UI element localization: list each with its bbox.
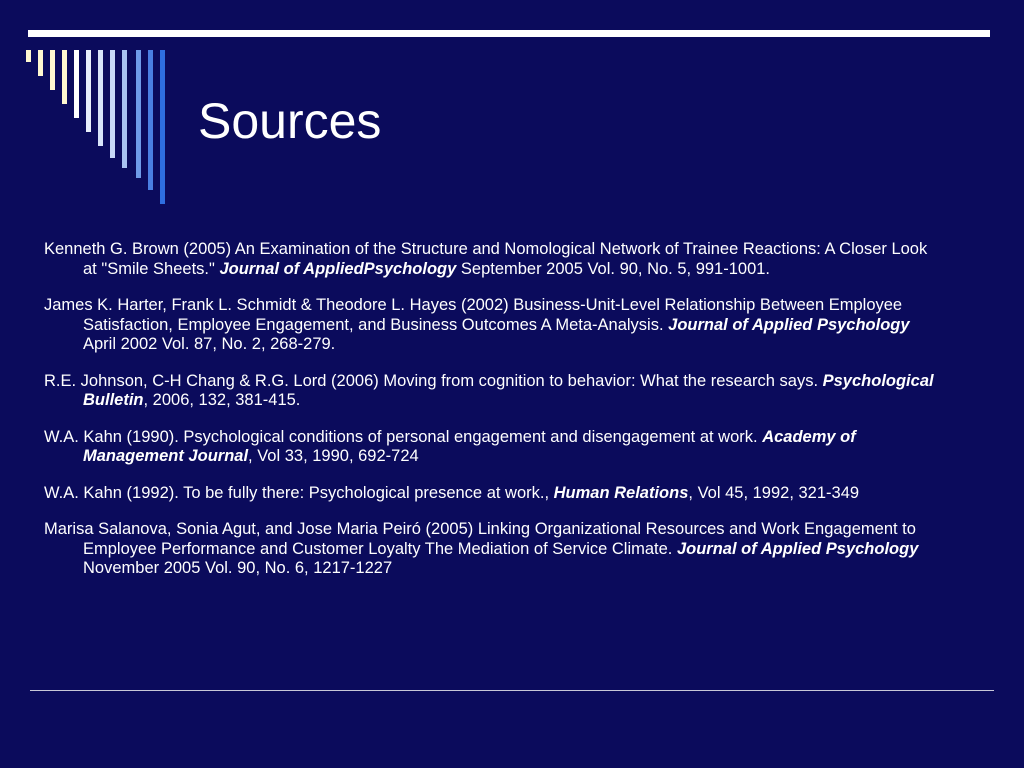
- decorative-bar: [86, 50, 91, 132]
- reference-list: [44, 240, 944, 596]
- decorative-bars: [0, 0, 200, 220]
- bottom-rule: [30, 690, 994, 691]
- journal-title: Human Relations: [553, 483, 689, 502]
- decorative-bar: [160, 50, 165, 204]
- journal-title: Journal of AppliedPsychology: [219, 259, 457, 278]
- journal-title: Journal of Applied Psychology: [676, 539, 919, 558]
- reference-text: W.A. Kahn (1992). To be fully there: Psychological presence at work.,: [44, 483, 554, 502]
- decorative-bar: [110, 50, 115, 158]
- reference-text: R.E. Johnson, C-H Chang & R.G. Lord (2006) Moving from cognition to behavior: What the research says.: [44, 371, 823, 390]
- slide-title: Sources: [198, 93, 382, 149]
- reference-details: , 2006, 132, 381-415.: [143, 391, 301, 409]
- reference-text: James K. Harter, Frank L. Schmidt & Theodore L. Hayes (2002) Business-Unit-Level Relationship Between Employee Satisfaction, Employee Engagement, and Business Outcomes A Meta-Analysis.: [44, 296, 903, 334]
- journal-title: Psychological Bulletin: [83, 371, 934, 409]
- decorative-bar: [136, 50, 141, 178]
- reference-item: [44, 520, 944, 579]
- decorative-bar: [38, 50, 43, 76]
- reference-details: April 2002 Vol. 87, No. 2, 268-279.: [83, 335, 336, 353]
- reference-text: Kenneth G. Brown (2005) An Examination of the Structure and Nomological Network of Trainee Reactions: A Closer Look at "Smile Sheets.": [44, 240, 928, 278]
- reference-details: , Vol 33, 1990, 692-724: [248, 447, 419, 465]
- decorative-bar: [50, 50, 55, 90]
- decorative-bar: [98, 50, 103, 146]
- decorative-bar: [74, 50, 79, 118]
- reference-item: [44, 428, 944, 467]
- reference-item: [44, 484, 944, 504]
- decorative-bar: [26, 50, 31, 62]
- reference-text: Marisa Salanova, Sonia Agut, and Jose Maria Peiró (2005) Linking Organizational Resources and Work Engagement to Employee Performance and Customer Loyalty The Mediation of Service Climate.: [44, 520, 916, 558]
- decorative-bar: [122, 50, 127, 168]
- journal-title: Academy of Management Journal: [83, 427, 856, 465]
- reference-text: W.A. Kahn (1990). Psychological conditions of personal engagement and disengagement at work.: [44, 427, 763, 446]
- decorative-bar: [62, 50, 67, 104]
- reference-details: September 2005 Vol. 90, No. 5, 991-1001.: [456, 259, 771, 278]
- reference-item: [44, 372, 944, 411]
- reference-item: [44, 296, 944, 355]
- decorative-bar: [148, 50, 153, 190]
- reference-details: November 2005 Vol. 90, No. 6, 1217-1227: [83, 559, 393, 577]
- reference-details: , Vol 45, 1992, 321-349: [688, 483, 860, 502]
- reference-item: [44, 240, 944, 279]
- journal-title: Journal of Applied Psychology: [668, 315, 910, 334]
